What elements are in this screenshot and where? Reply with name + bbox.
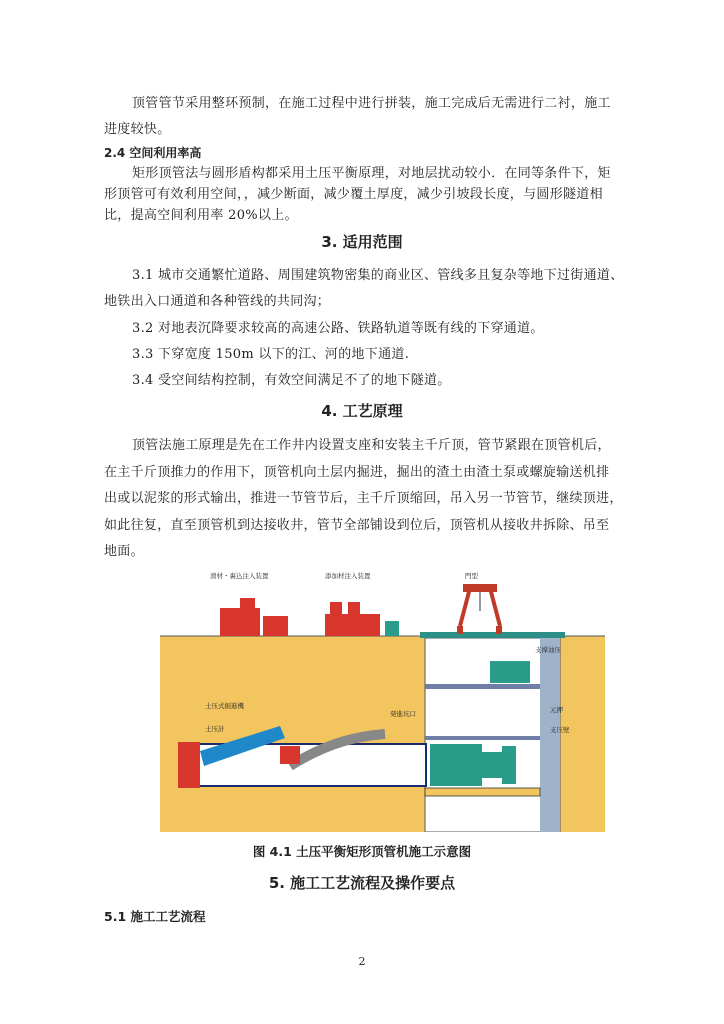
sec3-item2: 3.2 对地表沉降要求较高的高速公路、铁路轨道等既有线的下穿通道。 (132, 321, 544, 336)
sec24-line-1: 矩形顶管法与圆形盾构都采用土压平衡原理，对地层扰动较小．在同等条件下，矩 (132, 166, 611, 181)
sec4-line-2: 在主千斤顶推力的作用下，顶管机向土层内掘进，掘出的渣土由渣土泵或螺旋输送机排 (104, 465, 610, 480)
sec24-line-2: 形顶管可有效利用空间，，减少断面，减少覆土厚度，减少引坡段长度，与圆形隧道相 (104, 187, 603, 202)
sec3-item1-line-2: 地铁出入口通道和各种管线的共同沟； (104, 294, 331, 309)
label-pump: 支撑油压 (535, 646, 561, 654)
hydraulic-pump-unit (490, 661, 530, 683)
sec24-line-3: 比，提高空间利用率 20%以上。 (104, 208, 298, 223)
label-gauge: 土压計 (205, 725, 225, 733)
section-heading-3: 3. 适用范围 (321, 233, 403, 251)
pipe-jacking-diagram (160, 566, 605, 832)
label-additive: 添加材注入装置 (325, 572, 371, 580)
label-lubricant: 滑材・裏込注入装置 (210, 572, 269, 580)
sec3-item3: 3.3 下穿宽度 150m 以下的江、河的地下通道. (132, 347, 410, 362)
page-number: 2 (358, 955, 366, 968)
label-launch-seal: 発進坑口 (390, 710, 416, 718)
sec4-line-4: 如此往复，直至顶管机到达接收井，管节全部铺设到位后，顶管机从接收井拆除、吊至 (104, 518, 610, 533)
figure-caption: 图 4.1 土压平衡矩形顶管机施工示意图 (252, 844, 472, 859)
label-gantry: 門型 (465, 572, 478, 580)
sec4-line-3: 出或以泥浆的形式输出，推进一节管节后，主千斤顶缩回，吊入另一节管节，继续顶进， (104, 491, 623, 506)
subsection-heading-5-1: 5.1 施工工艺流程 (104, 909, 206, 924)
main-jack-set (430, 744, 516, 786)
section-heading-2-4: 2.4 空间利用率高 (104, 146, 202, 160)
support-wall (540, 638, 560, 832)
additive-injection-equipment (325, 602, 399, 636)
section-heading-4: 4. 工艺原理 (321, 402, 403, 420)
lubricant-injection-equipment (220, 598, 288, 636)
section-heading-5: 5. 施工工艺流程及操作要点 (268, 874, 456, 892)
shaft-cap (420, 632, 565, 638)
label-support-wall: 支压壁 (550, 726, 570, 734)
gantry-crane (457, 584, 502, 634)
sec4-line-1: 顶管法施工原理是先在工作井内设置支座和安装主千斤顶，管节紧跟在顶管机后， (132, 438, 611, 453)
intro-line-1: 顶管管节采用整环预制，在施工过程中进行拼装，施工完成后无需进行二衬，施工 (132, 96, 611, 111)
label-tbm: 土压式掘進機 (205, 702, 244, 710)
sec3-item1-line-1: 3.1 城市交通繁忙道路、周围建筑物密集的商业区、管线多且复杂等地下过街通道、 (132, 268, 624, 283)
intro-line-2: 进度较快。 (104, 122, 171, 137)
sec4-line-5: 地面。 (104, 544, 144, 559)
label-main-jack: 元押 (550, 706, 563, 714)
sec3-item4: 3.4 受空间结构控制，有效空间满足不了的地下隧道。 (132, 373, 451, 388)
